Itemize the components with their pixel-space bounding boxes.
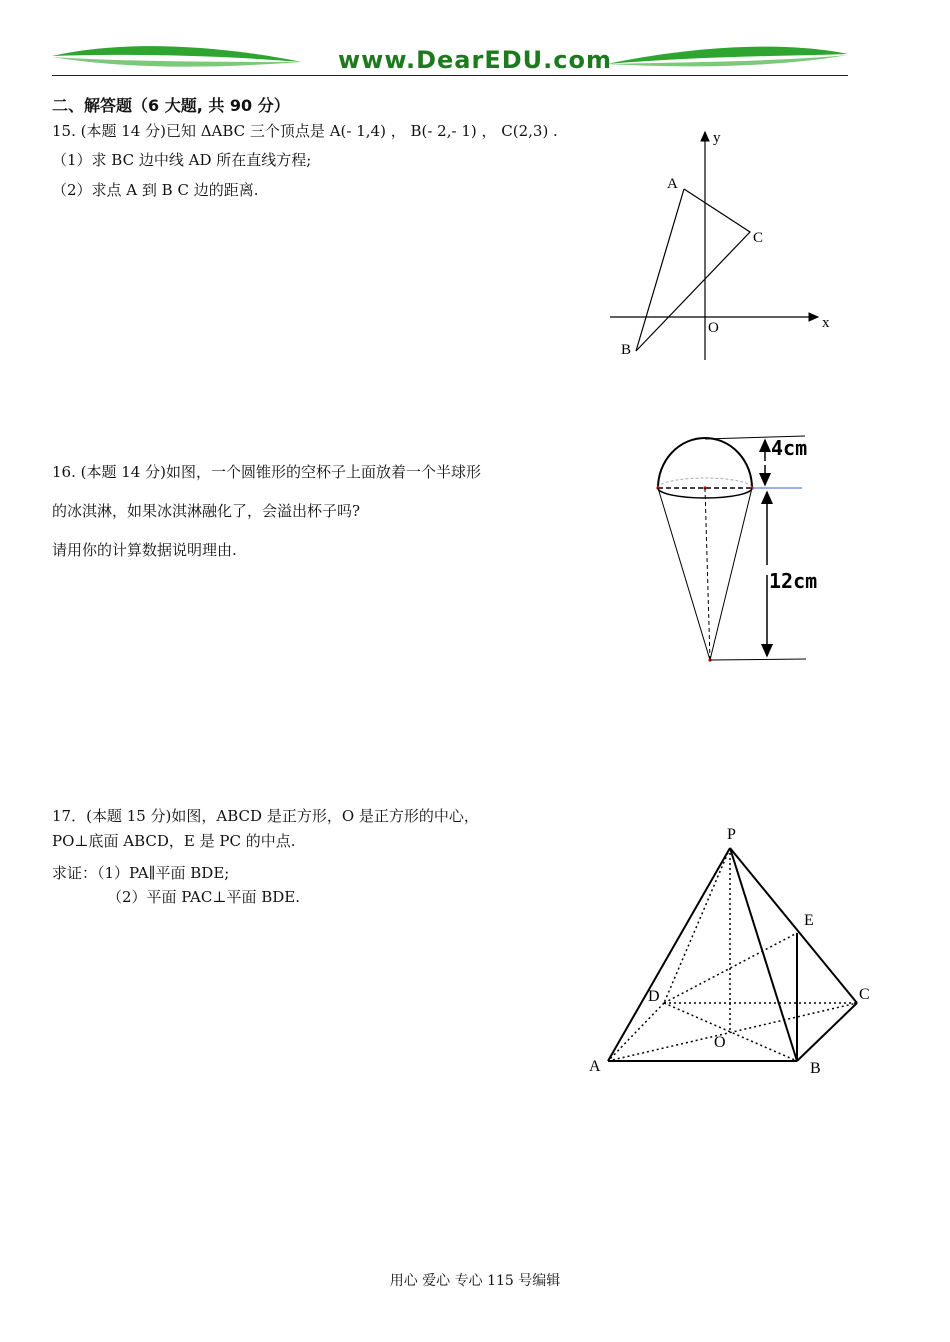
y-axis-label: y bbox=[713, 130, 721, 146]
q17-line4: （2）平面 PAC⊥平面 BDE. bbox=[107, 888, 300, 906]
cone-right-edge bbox=[710, 488, 752, 660]
edge-pd bbox=[664, 848, 730, 1003]
origin-label: O bbox=[708, 320, 719, 336]
edge-bc bbox=[797, 1003, 857, 1061]
cone-left-edge bbox=[658, 488, 710, 660]
cone-axis bbox=[705, 488, 710, 660]
point-o-label: O bbox=[714, 1034, 726, 1051]
point-d-label: D bbox=[648, 988, 660, 1005]
q17-line3: 求证：（1）PA∥平面 BDE; bbox=[52, 864, 230, 882]
triangle-abc bbox=[636, 189, 750, 351]
q15-part1: （1）求 BC 边中线 AD 所在直线方程; bbox=[52, 151, 312, 169]
point-c-label: C bbox=[859, 986, 870, 1003]
point-b-label: B bbox=[621, 342, 632, 358]
q16-line1: 16. (本题 14 分)如图，一个圆锥形的空杯子上面放着一个半球形 bbox=[52, 463, 481, 481]
q16-icecream-figure bbox=[640, 425, 850, 670]
edge-pa bbox=[608, 848, 730, 1061]
diagonal-ac bbox=[608, 1003, 857, 1061]
dim-12cm-label: 12cm bbox=[769, 569, 818, 593]
page-footer: 用心 爱心 专心 115 号编辑 bbox=[389, 1273, 561, 1289]
bottom-extension-line bbox=[710, 659, 806, 660]
q17-line2: PO⊥底面 ABCD，E 是 PC 的中点. bbox=[52, 832, 296, 850]
q16-line2: 的冰淇淋，如果冰淇淋融化了，会溢出杯子吗? bbox=[52, 502, 361, 520]
q15-part2: （2）求点 A 到 B C 边的距离. bbox=[52, 181, 259, 199]
edge-pb bbox=[730, 848, 797, 1061]
section-title: 二、解答题（6 大题, 共 90 分） bbox=[52, 96, 290, 115]
point-a-label: A bbox=[589, 1058, 601, 1075]
q15-statement: 15. (本题 14 分)已知 ΔABC 三个顶点是 A(- 1,4) ， B(- 2,- 1) ， C(2,3) . bbox=[52, 122, 558, 140]
dim-4cm-label: 4cm bbox=[771, 436, 808, 460]
site-brand: www.DearEDU.com bbox=[338, 46, 612, 74]
point-c-label: C bbox=[753, 230, 764, 246]
point-e-label: E bbox=[804, 912, 814, 929]
header-rule bbox=[52, 75, 848, 76]
point-b-label: B bbox=[810, 1060, 821, 1077]
q17-pyramid-figure bbox=[580, 815, 880, 1085]
edge-pc bbox=[730, 848, 857, 1003]
q15-coordinate-figure bbox=[600, 122, 840, 367]
x-axis-label: x bbox=[822, 315, 830, 331]
q16-line3: 请用你的计算数据说明理由. bbox=[52, 541, 237, 559]
point-p-label: P bbox=[727, 826, 736, 843]
q17-line1: 17．(本题 15 分)如图，ABCD 是正方形，O 是正方形的中心， bbox=[52, 807, 479, 825]
point-a-label: A bbox=[667, 176, 678, 192]
